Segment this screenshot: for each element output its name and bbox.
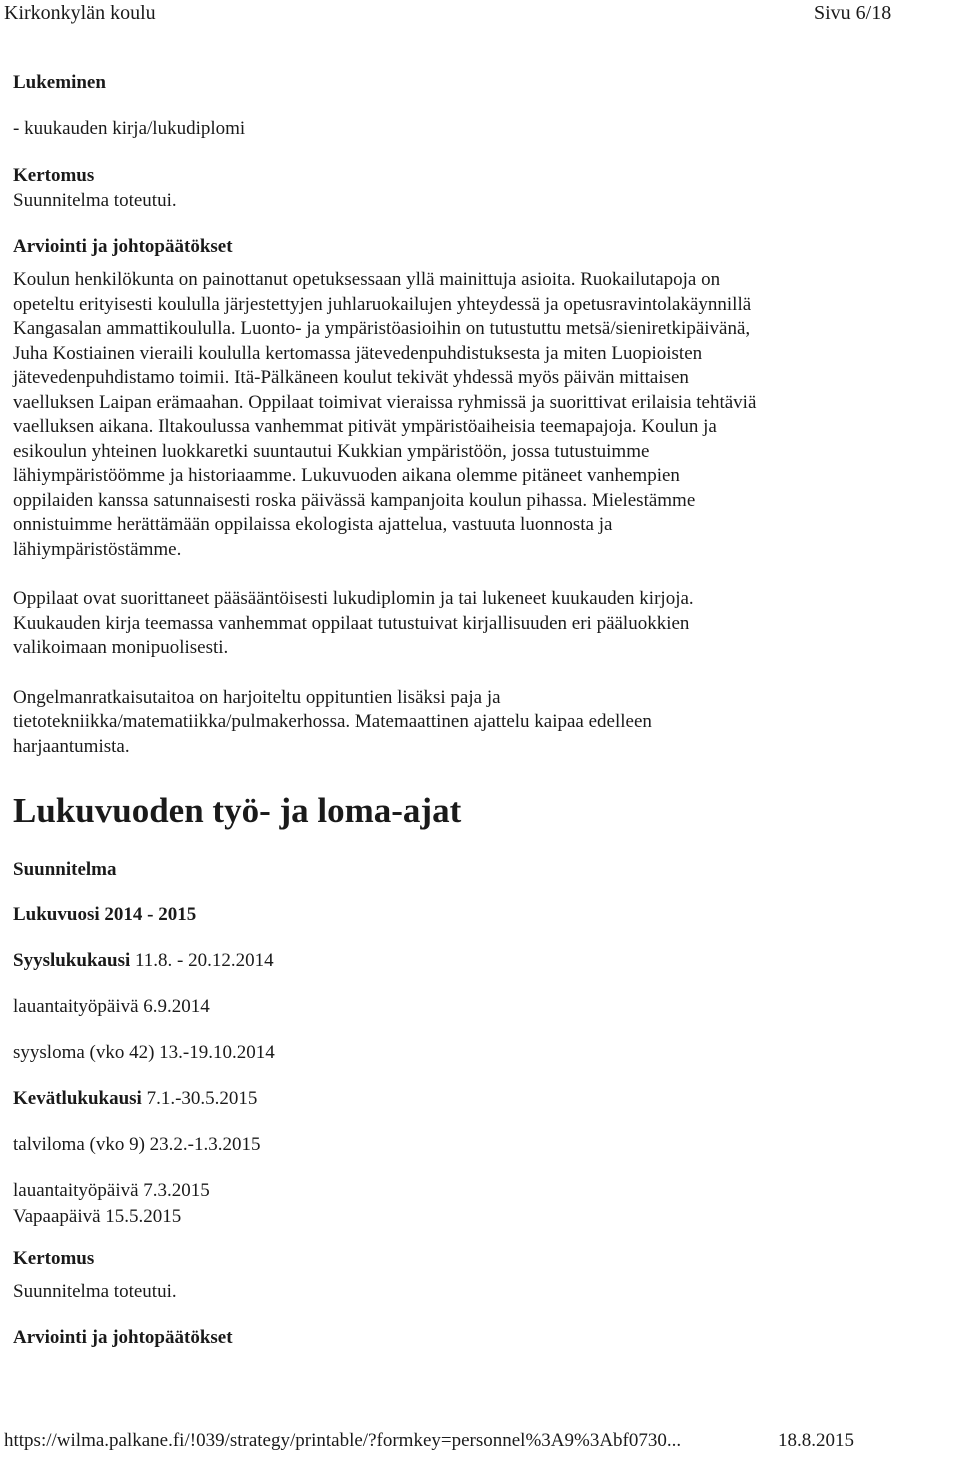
saturday-workday-1: lauantaityöpäivä 6.9.2014 bbox=[13, 996, 210, 1017]
text-line: oppilaiden kanssa satunnaisesti roska päivässä kampanjoita koulun pihassa. Mielestämme bbox=[13, 489, 696, 511]
evaluation-paragraph-1 bbox=[13, 268, 943, 562]
text-line: Oppilaat ovat suorittaneet pääsääntöisesti lukudiplomin ja tai lukeneet kuukauden kirjoja. bbox=[13, 588, 694, 609]
report-text: Suunnitelma toteutui. bbox=[13, 189, 177, 211]
text-line: onnistuimme herättämään oppilaissa ekologista ajattelua, vastuuta luonnosta ja bbox=[13, 514, 613, 535]
schedule-report-heading: Kertomus bbox=[13, 1248, 95, 1269]
text-line: vaelluksen Laipan erämaahan. Oppilaat toimivat vieraissa ryhmissä ja suorittivat erilaisia tehtäviä bbox=[13, 391, 757, 413]
evaluation-paragraph-3 bbox=[13, 686, 943, 760]
autumn-term-dates: 11.8. - 20.12.2014 bbox=[130, 950, 274, 971]
evaluation-heading: Arviointi ja johtopäätökset bbox=[13, 236, 233, 257]
text-line: Kangasalan ammattikoululla. Luonto- ja ympäristöasioihin on tutustuttu metsä/sieniretkipäivänä, bbox=[13, 318, 751, 339]
autumn-term bbox=[13, 948, 943, 974]
spring-term-label: Kevätlukukausi bbox=[13, 1088, 142, 1109]
text-line: jätevedenpuhdistamo toimii. Itä-Pälkäneen koulut tekivät yhdessä myös päivän mittaisen bbox=[13, 367, 689, 388]
text-line: esikoulun yhteinen luokkaretki suuntautui Kukkian ympäristöön, jossa tutustuimme bbox=[13, 440, 650, 462]
source-url-link[interactable]: https://wilma.palkane.fi/!039/strategy/printable/?formkey=personnel%3A9%3Abf0730... bbox=[4, 1430, 682, 1451]
day-off: Vapaapäivä 15.5.2015 bbox=[13, 1206, 182, 1227]
evaluation-paragraph-2 bbox=[13, 587, 943, 661]
text-line: opeteltu erityisesti koululla järjestettyjen juhlaruokailujen yhteydessä ja opetusravintolakäynnillä bbox=[13, 293, 752, 315]
section-title: Lukuvuoden työ- ja loma-ajat bbox=[13, 791, 462, 830]
text-line: lähiympäristöstämme. bbox=[13, 538, 182, 560]
text-line: Juha Kostiainen vieraili koululla kertomassa jätevedenpuhdistuksesta ja miten Luopioisten bbox=[13, 342, 703, 364]
spring-term-dates: 7.1.-30.5.2015 bbox=[141, 1088, 258, 1109]
text-line: Kuukauden kirja teemassa vanhemmat oppilaat tutustuivat kirjallisuuden eri pääluokkien bbox=[13, 612, 690, 634]
document-body bbox=[13, 70, 943, 1351]
text-line: Koulun henkilökunta on painottanut opetuksessaan yllä mainittuja asioita. Ruokailutapoja on bbox=[13, 269, 721, 290]
print-footer bbox=[4, 1430, 960, 1452]
page-number: Sivu 6/18 bbox=[814, 2, 892, 24]
saturday-workday-2: lauantaityöpäivä 7.3.2015 bbox=[13, 1180, 210, 1201]
autumn-term-label: Syyslukukausi bbox=[13, 950, 131, 971]
spring-term bbox=[13, 1086, 943, 1112]
schedule-report-text: Suunnitelma toteutui. bbox=[13, 1281, 177, 1302]
text-line: valikoimaan monipuolisesti. bbox=[13, 637, 229, 658]
text-line: lähiympäristöömme ja historiaamme. Lukuvuoden aikana olemme pitäneet vanhempien bbox=[13, 465, 680, 486]
autumn-break: syysloma (vko 42) 13.-19.10.2014 bbox=[13, 1042, 275, 1063]
report-heading: Kertomus bbox=[13, 164, 95, 186]
text-line: harjaantumista. bbox=[13, 735, 130, 757]
school-name: Kirkonkylän koulu bbox=[4, 2, 156, 24]
text-line: Ongelmanratkaisutaitoa on harjoiteltu oppituntien lisäksi paja ja bbox=[13, 686, 501, 708]
plan-heading: Suunnitelma bbox=[13, 859, 117, 880]
school-year: Lukuvuosi 2014 - 2015 bbox=[13, 904, 197, 925]
reading-item: - kuukauden kirja/lukudiplomi bbox=[13, 118, 246, 139]
reading-heading: Lukeminen bbox=[13, 72, 106, 93]
running-header bbox=[4, 2, 892, 25]
print-date: 18.8.2015 bbox=[778, 1430, 854, 1451]
schedule-evaluation-heading: Arviointi ja johtopäätökset bbox=[13, 1326, 233, 1348]
text-line: tietotekniikka/matematiikka/pulmakerhossa. Matemaattinen ajattelu kaipaa edelleen bbox=[13, 711, 652, 732]
text-line: vaelluksen aikana. Iltakoulussa vanhemmat pitivät ympäristöaiheisia teemapajoja. Koulun ja bbox=[13, 416, 717, 437]
winter-break: talviloma (vko 9) 23.2.-1.3.2015 bbox=[13, 1134, 261, 1155]
